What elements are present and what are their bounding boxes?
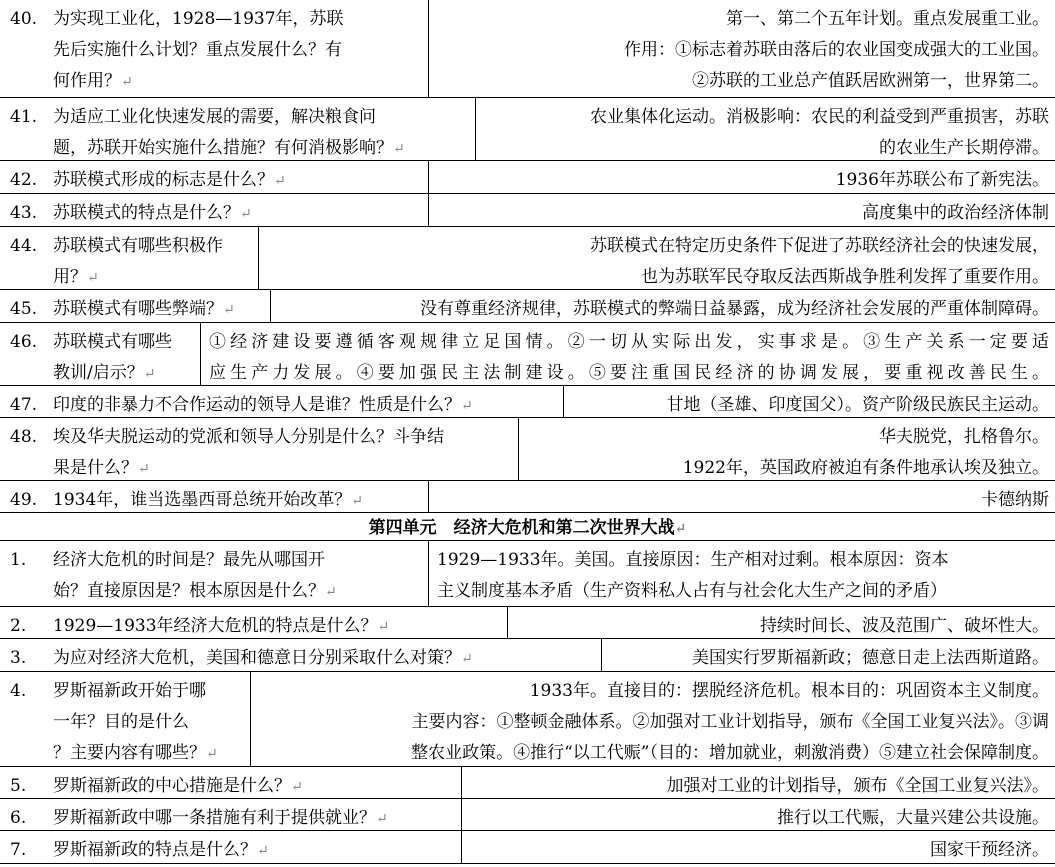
return-mark-icon: ↵	[674, 521, 687, 537]
question-cell	[0, 831, 461, 863]
question-number: 3.	[10, 648, 27, 668]
question-cell	[0, 386, 563, 417]
answer-cell	[428, 0, 1055, 97]
question-text-line: 为适应工业化快速发展的需要，解决粮食问	[53, 107, 376, 127]
return-mark-icon: ↵	[291, 779, 303, 795]
q-row-9	[0, 481, 1055, 513]
question-cell	[0, 323, 200, 385]
question-number: 43.	[10, 203, 38, 223]
question-number: 41.	[10, 107, 38, 127]
q-row-6	[0, 323, 1055, 386]
question-cell	[0, 799, 461, 830]
question-text-line: 经济大危机的时间是？最先从哪国开	[53, 550, 325, 570]
unit4-row-2	[0, 639, 1055, 672]
return-mark-icon: ↵	[257, 843, 269, 859]
answer-text-line: 整农业政策。④推行“以工代赈”（目的：增加就业，刺激消费）⑤建立社会保障制度。	[411, 743, 1049, 763]
question-cell	[0, 541, 428, 606]
question-cell	[0, 767, 461, 798]
question-text-line: 题，苏联开始实施什么措施？有何消极影响？↵	[53, 138, 405, 158]
question-text-line: 果是什么？↵	[53, 458, 150, 478]
question-number: 1.	[10, 550, 27, 570]
answer-text-line: 1929—1933年。美国。直接原因：生产相对过剩。根本原因：资本	[437, 550, 949, 570]
answer-text-line: 农业集体化运动。消极影响：农民的利益受到严重损害，苏联	[590, 107, 1049, 127]
answer-text-line: 美国实行罗斯福新政；德意日走上法西斯道路。	[692, 648, 1049, 668]
q-row-7	[0, 386, 1055, 418]
q-row-3	[0, 194, 1055, 227]
question-text-line: 罗斯福新政开始于哪	[53, 681, 206, 701]
answer-cell	[518, 418, 1055, 480]
answer-text-line: 也为苏联军民夺取反法西斯战争胜利发挥了重要作用。	[641, 267, 1049, 287]
answer-text-line: 1922年，英国政府被迫有条件地承认埃及独立。	[682, 458, 1049, 478]
q-row-4	[0, 227, 1055, 290]
question-number: 46.	[10, 332, 38, 352]
question-number: 45.	[10, 299, 38, 319]
answer-cell	[428, 481, 1055, 512]
answer-cell	[428, 194, 1055, 226]
answer-text-line: 卡德纳斯	[981, 490, 1049, 510]
answer-cell	[475, 98, 1055, 160]
question-text-line: 苏联模式的特点是什么？↵	[53, 203, 252, 223]
question-cell	[0, 0, 428, 97]
return-mark-icon: ↵	[143, 366, 156, 382]
answer-cell	[563, 386, 1055, 417]
answer-text-line: 作用：①标志着苏联由落后的农业国变成强大的工业国。	[624, 40, 1049, 60]
return-mark-icon: ↵	[461, 398, 473, 414]
answer-text-line: 的农业生产长期停滞。	[879, 138, 1049, 158]
return-mark-icon: ↵	[240, 206, 252, 222]
answer-text-line: 推行以工代赈，大量兴建公共设施。	[777, 808, 1049, 828]
question-text-line: 苏联模式形成的标志是什么？↵	[53, 170, 286, 190]
question-text-line: 1929—1933年经济大危机的特点是什么？↵	[53, 616, 390, 636]
question-cell	[0, 607, 507, 638]
return-mark-icon: ↵	[223, 302, 235, 318]
q-row-2	[0, 161, 1055, 194]
unit4-row-4	[0, 767, 1055, 799]
return-mark-icon: ↵	[87, 270, 99, 286]
question-text-line: 罗斯福新政的中心措施是什么？↵	[53, 776, 303, 796]
answer-text-line: 持续时间长、波及范围广、破坏性大。	[760, 616, 1049, 636]
question-cell	[0, 481, 428, 512]
q-row-1	[0, 98, 1055, 161]
answer-cell	[461, 799, 1055, 830]
answer-cell	[428, 161, 1055, 193]
question-number: 2.	[10, 616, 27, 636]
q-row-5	[0, 290, 1055, 323]
question-number: 47.	[10, 395, 38, 415]
return-mark-icon: ↵	[325, 584, 337, 600]
answer-text-line: 主义制度基本矛盾（生产资料私人占有与社会化大生产之间的矛盾）	[437, 581, 947, 601]
question-text-line: 印度的非暴力不合作运动的领导人是谁？性质是什么？↵	[53, 395, 473, 415]
question-text-line: 罗斯福新政的特点是什么？↵	[53, 840, 269, 860]
question-cell	[0, 161, 428, 193]
question-number: 48.	[10, 427, 38, 447]
question-cell	[0, 639, 601, 671]
unit4-row-3	[0, 672, 1055, 767]
answer-cell	[601, 639, 1055, 671]
unit4-row-1	[0, 607, 1055, 639]
answer-text-line: 高度集中的政治经济体制	[862, 203, 1049, 223]
question-text-line: 苏联模式有哪些积极作	[53, 236, 223, 256]
question-text-line: 一年？目的是什么	[53, 712, 189, 732]
answer-cell	[258, 227, 1055, 289]
answer-text-line: ①经济建设要遵循客观规律立足国情。②一切从实际出发，实事求是。③生产关系一定要适	[209, 332, 1049, 352]
answer-text-line: 苏联模式在特定历史条件下促进了苏联经济社会的快速发展，	[590, 236, 1049, 256]
answer-cell	[200, 323, 1055, 385]
question-text-line: 为应对经济大危机，美国和德意日分别采取什么对策？↵	[53, 648, 473, 668]
unit4-row-6	[0, 831, 1055, 864]
q-row-8	[0, 418, 1055, 481]
unit4-row-0	[0, 541, 1055, 607]
question-text-line: 苏联模式有哪些	[53, 332, 172, 352]
answer-text-line: 1936年苏联公布了新宪法。	[835, 170, 1049, 190]
q-row-0	[0, 0, 1055, 98]
question-number: 44.	[10, 236, 38, 256]
question-number: 5.	[10, 776, 27, 796]
answer-cell	[461, 831, 1055, 863]
return-mark-icon: ↵	[393, 141, 405, 157]
return-mark-icon: ↵	[121, 74, 133, 90]
question-number: 4.	[10, 681, 27, 701]
question-text-line: 罗斯福新政中哪一条措施有利于提供就业？↵	[53, 808, 388, 828]
answer-text-line: ②苏联的工业总产值跃居欧洲第一，世界第二。	[692, 71, 1049, 91]
question-text-line: 为实现工业化，1928—1937年，苏联	[53, 9, 344, 29]
return-mark-icon: ↵	[138, 461, 150, 477]
question-number: 40.	[10, 9, 38, 29]
answer-cell	[250, 672, 1055, 766]
return-mark-icon: ↵	[206, 746, 218, 762]
return-mark-icon: ↵	[351, 493, 363, 509]
answer-cell	[428, 541, 1055, 606]
question-text-line: 1934年，谁当选墨西哥总统开始改革？↵	[53, 490, 363, 510]
answer-text-line: 主要内容：①整顿金融体系。②加强对工业计划指导，颁布《全国工业复兴法》。③调	[411, 712, 1049, 732]
question-cell	[0, 98, 475, 160]
question-cell	[0, 194, 428, 226]
answer-cell	[507, 607, 1055, 638]
answer-text-line: 加强对工业的计划指导，颁布《全国工业复兴法》。	[666, 776, 1049, 796]
return-mark-icon: ↵	[461, 651, 473, 667]
question-cell	[0, 227, 258, 289]
return-mark-icon: ↵	[274, 173, 286, 189]
question-cell	[0, 672, 250, 766]
question-cell	[0, 290, 270, 322]
question-text-line: 用？↵	[53, 267, 99, 287]
question-text-line: 埃及华夫脱运动的党派和领导人分别是什么？斗争结	[53, 427, 444, 447]
question-text-line: 何作用？↵	[53, 71, 133, 91]
unit4-row-5	[0, 799, 1055, 831]
question-number: 6.	[10, 808, 27, 828]
question-text-line: 教训/启示？↵	[53, 363, 156, 383]
question-number: 42.	[10, 170, 38, 190]
answer-text-line: 甘地（圣雄、印度国父）。资产阶级民族民主运动。	[666, 395, 1049, 415]
answer-text-line: 国家干预经济。	[930, 840, 1049, 860]
answer-cell	[270, 290, 1055, 322]
answer-text-line: 应生产力发展。④要加强民主法制建设。⑤要注重国民经济的协调发展，要重视改善民生。	[209, 363, 1049, 383]
question-text-line: 始？直接原因是？根本原因是什么？↵	[53, 581, 337, 601]
question-text-line: 苏联模式有哪些弊端？↵	[53, 299, 235, 319]
question-number: 7.	[10, 840, 27, 860]
answer-text-line: 没有尊重经济规律，苏联模式的弊端日益暴露，成为经济社会发展的严重体制障碍。	[420, 299, 1049, 319]
answer-text-line: 华夫脱党，扎格鲁尔。	[879, 427, 1049, 447]
question-number: 49.	[10, 490, 38, 510]
return-mark-icon: ↵	[377, 619, 390, 635]
unit-heading: 第四单元 经济大危机和第二次世界大战↵	[0, 513, 1055, 541]
return-mark-icon: ↵	[376, 811, 388, 827]
question-cell	[0, 418, 518, 480]
answer-cell	[461, 767, 1055, 798]
question-text-line: ？主要内容有哪些？↵	[53, 743, 218, 763]
question-text-line: 先后实施什么计划？重点发展什么？有	[53, 40, 342, 60]
answer-text-line: 1933年。直接目的：摆脱经济危机。根本目的：巩固资本主义制度。	[529, 681, 1049, 701]
answer-text-line: 第一、第二个五年计划。重点发展重工业。	[726, 9, 1049, 29]
